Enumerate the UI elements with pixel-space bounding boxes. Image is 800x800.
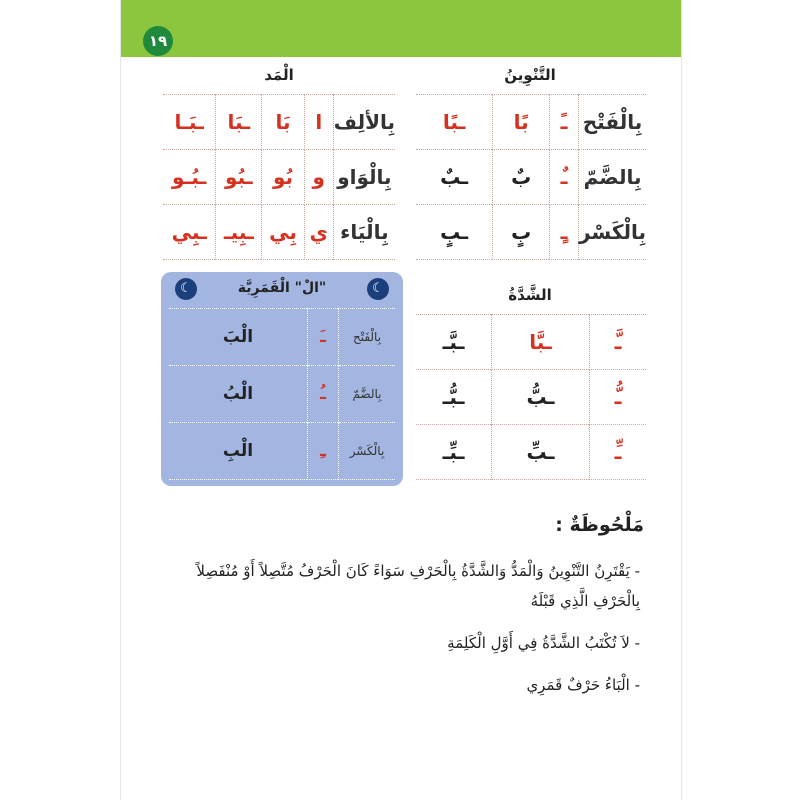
diacritic-mark: ـً [550, 95, 579, 150]
shadda-title: الشَّدَّةُ [508, 286, 552, 304]
letter-cell: ـبُّـ [416, 370, 491, 425]
row-label: بِالضَّمّ [579, 150, 646, 205]
table-row [169, 366, 395, 423]
table-row [416, 150, 646, 205]
table-row [169, 423, 395, 480]
letter-cell: بٌ [493, 150, 550, 205]
note-title: مَلْحُوظَةٌ : [555, 514, 644, 536]
madd-letter: و [304, 150, 333, 205]
tanween-title: التَّنْوِينُ [504, 66, 556, 84]
row-label: بِالألِف [333, 95, 395, 150]
letter-cell: بُو [262, 150, 305, 205]
letter-cell: ـبِّ [491, 425, 589, 480]
madd-title: الْمَد [264, 66, 294, 84]
row-label: بِالْيَاء [333, 205, 395, 260]
row-label: بِالْوَاو [333, 150, 395, 205]
qamariya-title: "الْ" الْقَمَرِيَّة [237, 280, 327, 296]
letter-cell: ـبَّـ [416, 315, 491, 370]
letter-cell: ـبَـا [163, 95, 216, 150]
letter-cell: بَا [262, 95, 305, 150]
letter-cell: بٍ [493, 205, 550, 260]
letter-cell: ـبِّـ [416, 425, 491, 480]
diacritic-mark: ـِّ [590, 425, 647, 480]
letter-cell: ـبٍ [416, 205, 493, 260]
table-row [416, 315, 646, 370]
row-label: بِالْفَتْح [339, 309, 396, 366]
letter-cell: ـبَا [216, 95, 262, 150]
qamariya-table [169, 308, 395, 480]
table-row [163, 150, 395, 205]
note-item: - الْبَاءُ حَرْفٌ قَمَرِي [526, 676, 640, 694]
diacritic-mark: ـُّ [590, 370, 647, 425]
header-bar [121, 0, 681, 57]
tanween-table [416, 94, 646, 260]
letter-cell: بِي [262, 205, 305, 260]
letter-cell: ـبُـو [163, 150, 216, 205]
diacritic-mark: ـِ [308, 423, 339, 480]
madd-table [163, 94, 395, 260]
table-row [416, 425, 646, 480]
word-cell: الْبُ [169, 366, 308, 423]
diacritic-mark: ـَ [308, 309, 339, 366]
moon-icon: ☾ [367, 278, 389, 300]
letter-cell: ـبٌ [416, 150, 493, 205]
diacritic-mark: ـٌ [550, 150, 579, 205]
note-item: - لاَ تُكْتَبُ الشَّدَّةُ فِي أَوَّلِ الْكَلِمَةِ [447, 634, 640, 652]
diacritic-mark: ـُ [308, 366, 339, 423]
madd-letter: ي [304, 205, 333, 260]
letter-cell: بًا [493, 95, 550, 150]
letter-cell: ـبَّا [491, 315, 589, 370]
table-row [416, 95, 646, 150]
row-label: بِالْفَتْح [579, 95, 646, 150]
word-cell: الْبَ [169, 309, 308, 366]
diacritic-mark: ـٍ [550, 205, 579, 260]
diacritic-mark: ـَّ [590, 315, 647, 370]
table-row [163, 95, 395, 150]
row-label: بِالْكَسْر [339, 423, 396, 480]
letter-cell: ـبِيـ [216, 205, 262, 260]
table-row [416, 370, 646, 425]
row-label: بِالضَّمّ [339, 366, 396, 423]
qamariya-box [161, 272, 403, 486]
moon-icon: ☾ [175, 278, 197, 300]
table-row [163, 205, 395, 260]
letter-cell: ـبًا [416, 95, 493, 150]
letter-cell: ـبُو [216, 150, 262, 205]
madd-letter: ا [304, 95, 333, 150]
table-row [416, 205, 646, 260]
table-row [169, 309, 395, 366]
word-cell: الْبِ [169, 423, 308, 480]
shadda-table [416, 314, 646, 480]
page-number: ١٩ [143, 26, 173, 56]
row-label: بِالْكَسْر [579, 205, 646, 260]
note-item: - يَقْتَرِنُ التَّنْوِينُ وَالْمَدُّ وَالشَّدَّةُ بِالْحَرْفِ سَوَاءً كَانَ الْحَرْفُ مُتَّصِلاً أَوْ مُنْفَصِلاً بِالْحَرْفِ الَّذِي قَبْلَهُ [196, 562, 640, 610]
letter-cell: ـبِي [163, 205, 216, 260]
letter-cell: ـبُّ [491, 370, 589, 425]
